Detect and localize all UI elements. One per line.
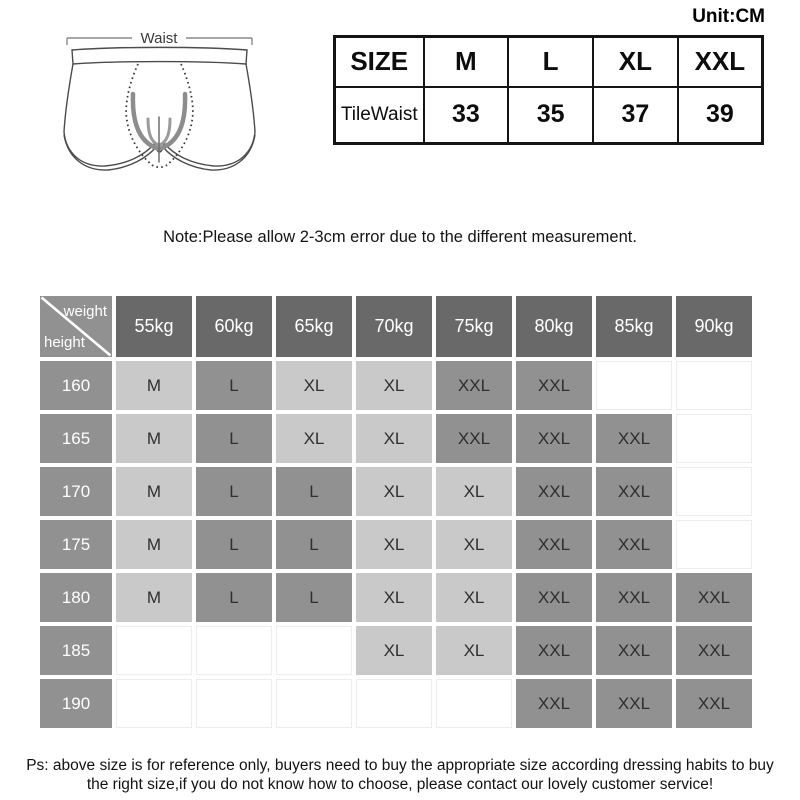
empty-cell-170-90kg bbox=[676, 467, 752, 516]
weight-header-85kg: 85kg bbox=[596, 296, 672, 357]
product-figure bbox=[52, 22, 267, 190]
size-cell-160-55kg: M bbox=[116, 361, 192, 410]
size-cell-165-55kg: M bbox=[116, 414, 192, 463]
corner-weight-label: weight bbox=[63, 303, 107, 320]
waist-label: Waist bbox=[140, 30, 178, 47]
size-cell-180-65kg: L bbox=[276, 573, 352, 622]
size-cell-185-80kg: XXL bbox=[516, 626, 592, 675]
empty-cell-190-70kg bbox=[356, 679, 432, 728]
size-cell-180-90kg: XXL bbox=[676, 573, 752, 622]
size-cell-180-70kg: XL bbox=[356, 573, 432, 622]
size-cell-165-75kg: XXL bbox=[436, 414, 512, 463]
size-cell-165-70kg: XL bbox=[356, 414, 432, 463]
matrix-row-165 bbox=[40, 414, 752, 463]
size-cell-185-70kg: XL bbox=[356, 626, 432, 675]
size-table bbox=[333, 35, 764, 145]
unit-label: Unit:CM bbox=[692, 6, 765, 27]
size-cell-175-55kg: M bbox=[116, 520, 192, 569]
note-text: Note:Please allow 2-3cm error due to the different measurement. bbox=[163, 228, 637, 246]
size-cell-185-85kg: XXL bbox=[596, 626, 672, 675]
size-cell-170-65kg: L bbox=[276, 467, 352, 516]
size-cell-170-80kg: XXL bbox=[516, 467, 592, 516]
height-cell-170: 170 bbox=[40, 467, 112, 516]
height-weight-matrix bbox=[36, 292, 756, 732]
matrix-row-185 bbox=[40, 626, 752, 675]
size-cell-185-90kg: XXL bbox=[676, 626, 752, 675]
weight-header-55kg: 55kg bbox=[116, 296, 192, 357]
size-cell-175-80kg: XXL bbox=[516, 520, 592, 569]
size-cell-170-85kg: XXL bbox=[596, 467, 672, 516]
size-cell-180-80kg: XXL bbox=[516, 573, 592, 622]
matrix-header-row bbox=[40, 296, 752, 357]
height-cell-175: 175 bbox=[40, 520, 112, 569]
size-header-m: M bbox=[424, 37, 509, 87]
size-cell-160-75kg: XXL bbox=[436, 361, 512, 410]
weight-header-90kg: 90kg bbox=[676, 296, 752, 357]
weight-header-70kg: 70kg bbox=[356, 296, 432, 357]
size-table-header-row bbox=[335, 37, 763, 87]
size-cell-175-70kg: XL bbox=[356, 520, 432, 569]
size-header-l: L bbox=[508, 37, 593, 87]
size-header-xxl: XXL bbox=[678, 37, 763, 87]
empty-cell-185-65kg bbox=[276, 626, 352, 675]
boxer-briefs-drawing bbox=[52, 22, 267, 190]
tilewaist-value-l: 35 bbox=[508, 87, 593, 144]
size-cell-190-85kg: XXL bbox=[596, 679, 672, 728]
tilewaist-value-xl: 37 bbox=[593, 87, 678, 144]
tilewaist-value-xxl: 39 bbox=[678, 87, 763, 144]
empty-cell-165-90kg bbox=[676, 414, 752, 463]
height-cell-190: 190 bbox=[40, 679, 112, 728]
matrix-corner-cell bbox=[40, 296, 112, 357]
size-cell-190-80kg: XXL bbox=[516, 679, 592, 728]
matrix-row-175 bbox=[40, 520, 752, 569]
height-cell-185: 185 bbox=[40, 626, 112, 675]
pouch-detail bbox=[133, 94, 185, 162]
size-cell-180-75kg: XL bbox=[436, 573, 512, 622]
size-cell-175-85kg: XXL bbox=[596, 520, 672, 569]
tilewaist-label: TileWaist bbox=[335, 87, 424, 144]
weight-header-65kg: 65kg bbox=[276, 296, 352, 357]
ps-note bbox=[0, 756, 800, 794]
size-header-size: SIZE bbox=[335, 37, 424, 87]
empty-cell-190-65kg bbox=[276, 679, 352, 728]
corner-height-label: height bbox=[44, 334, 85, 351]
weight-header-80kg: 80kg bbox=[516, 296, 592, 357]
ps-line-2: the right size,if you do not know how to choose, please contact our lovely customer service! bbox=[86, 776, 714, 793]
size-header-xl: XL bbox=[593, 37, 678, 87]
size-cell-175-75kg: XL bbox=[436, 520, 512, 569]
size-cell-160-60kg: L bbox=[196, 361, 272, 410]
size-cell-165-80kg: XXL bbox=[516, 414, 592, 463]
size-cell-180-55kg: M bbox=[116, 573, 192, 622]
weight-header-75kg: 75kg bbox=[436, 296, 512, 357]
matrix-row-170 bbox=[40, 467, 752, 516]
weight-header-60kg: 60kg bbox=[196, 296, 272, 357]
size-cell-160-80kg: XXL bbox=[516, 361, 592, 410]
empty-cell-190-60kg bbox=[196, 679, 272, 728]
empty-cell-160-90kg bbox=[676, 361, 752, 410]
empty-cell-185-60kg bbox=[196, 626, 272, 675]
empty-cell-175-90kg bbox=[676, 520, 752, 569]
empty-cell-185-55kg bbox=[116, 626, 192, 675]
empty-cell-190-55kg bbox=[116, 679, 192, 728]
ps-line-1: Ps: above size is for reference only, buyers need to buy the appropriate size according dressing habits to buy bbox=[26, 757, 774, 774]
size-cell-160-65kg: XL bbox=[276, 361, 352, 410]
tilewaist-value-m: 33 bbox=[424, 87, 509, 144]
size-cell-170-75kg: XL bbox=[436, 467, 512, 516]
size-cell-170-60kg: L bbox=[196, 467, 272, 516]
height-cell-160: 160 bbox=[40, 361, 112, 410]
matrix-row-180 bbox=[40, 573, 752, 622]
size-cell-180-60kg: L bbox=[196, 573, 272, 622]
size-cell-160-70kg: XL bbox=[356, 361, 432, 410]
size-cell-165-65kg: XL bbox=[276, 414, 352, 463]
size-table-value-row bbox=[335, 87, 763, 144]
size-cell-175-65kg: L bbox=[276, 520, 352, 569]
height-cell-180: 180 bbox=[40, 573, 112, 622]
size-cell-180-85kg: XXL bbox=[596, 573, 672, 622]
size-cell-170-55kg: M bbox=[116, 467, 192, 516]
matrix-row-160 bbox=[40, 361, 752, 410]
size-cell-165-85kg: XXL bbox=[596, 414, 672, 463]
size-cell-190-90kg: XXL bbox=[676, 679, 752, 728]
size-cell-185-75kg: XL bbox=[436, 626, 512, 675]
size-cell-175-60kg: L bbox=[196, 520, 272, 569]
height-cell-165: 165 bbox=[40, 414, 112, 463]
empty-cell-160-85kg bbox=[596, 361, 672, 410]
matrix-body bbox=[40, 361, 752, 728]
size-cell-170-70kg: XL bbox=[356, 467, 432, 516]
empty-cell-190-75kg bbox=[436, 679, 512, 728]
size-cell-165-60kg: L bbox=[196, 414, 272, 463]
matrix-row-190 bbox=[40, 679, 752, 728]
